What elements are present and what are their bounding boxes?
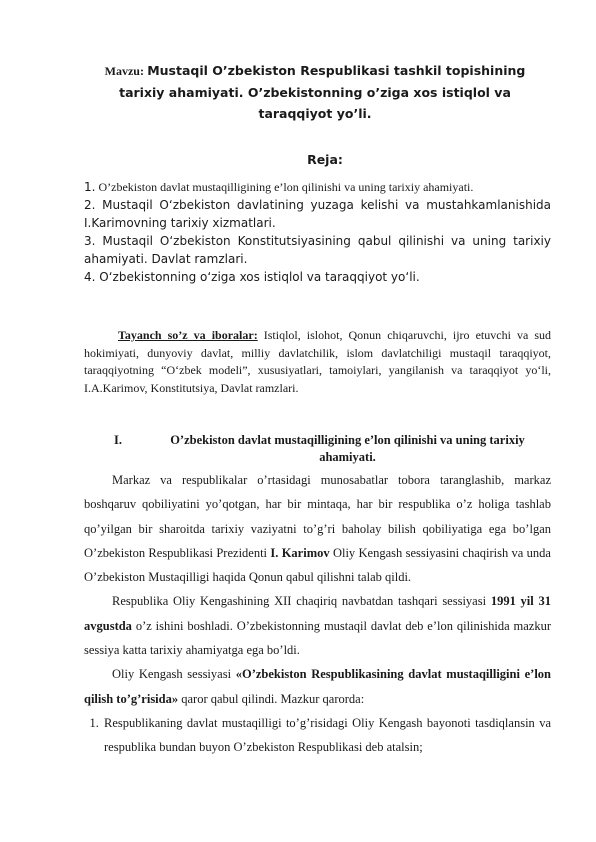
paragraph: Oliy Kengash sessiyasi «O’zbekiston Respublikasining davlat mustaqilligini e’lon qilish to’g’risida» qaror qabul qilindi. Mazkur qarorda: bbox=[84, 667, 551, 706]
topic-title bbox=[80, 60, 550, 124]
section-title: O’zbekiston davlat mustaqilligining e’lon qilinishi va uning tarixiy ahamiyati. bbox=[170, 433, 525, 464]
section-number: I. bbox=[114, 433, 122, 447]
plan-list bbox=[84, 178, 551, 286]
topic-label: Mavzu: bbox=[104, 64, 144, 78]
keywords-label: Tayanch so’z va iboralar: bbox=[118, 328, 258, 342]
numbered-list bbox=[84, 711, 551, 760]
paragraph: Respublika Oliy Kengashining XII chaqiriq navbatdan tashqari sessiyasi 1991 yil 31 avgustda o’z ishini boshladi. O’zbekistonning mustaqil davlat deb e’lon qilinishida mazkur sessiya katta tarixiy ahamiyatga ega bo’ldi. bbox=[84, 594, 551, 658]
plan-item: 1. O’zbekiston davlat mustaqilligining e’lon qilinishi va uning tarixiy ahamiyati. bbox=[84, 180, 474, 194]
plan-item: 3. Mustaqil O‘zbekiston Konstitutsiyasining qabul qilinishi va uning tarixiy ahamiyati. Davlat ramzlari. bbox=[84, 234, 551, 266]
section-heading bbox=[84, 432, 551, 466]
keywords-paragraph bbox=[84, 327, 551, 397]
topic-text: Mustaqil O’zbekiston Respublikasi tashkil topishining tarixiy ahamiyati. O’zbekistonning o’ziga xos istiqlol va taraqqiyot yo’li. bbox=[119, 63, 526, 121]
keywords-text: Istiqlol, islohot, Qonun chiqaruvchi, ijro etuvchi va sud hokimiyati, dunyoviy davlat, milliy davlatchilik, islom davlatchiligi mustaqil taraqqiyot, taraqqiyotning “O‘zbek modeli”, xususiyatlari, tamoiylari, yangilanish va taraqqiyot yo‘li, I.A.Karimov, Konstitutsiya, Davlat ramzlari. bbox=[84, 328, 551, 395]
body-text bbox=[84, 468, 551, 760]
plan-heading: Reja: bbox=[307, 152, 343, 167]
plan-item: 4. O‘zbekistonning o‘ziga xos istiqlol va taraqqiyot yo‘li. bbox=[84, 270, 420, 284]
list-item: 1. Respublikaning davlat mustaqilligi to’g’risidagi Oliy Kengash bayonoti tasdiqlansin va respublika bundan buyon O’zbekiston Respublikasi deb atalsin; bbox=[102, 711, 551, 760]
plan-item: 2. Mustaqil O‘zbekiston davlatining yuzaga kelishi va mustahkamlanishida I.Karimovning tarixiy xizmatlari. bbox=[84, 198, 551, 230]
paragraph: Markaz va respublikalar o’rtasidagi munosabatlar tobora taranglashib, markaz boshqaruv qobiliyatini yo’qotgan, har bir mintaqa, har bir respublika o’z holiga tashlab qo’yilgan bir sharoitda tarixiy vaziyatni to’g’ri baholay bilish qobiliyatiga ega bo’lgan O’zbekiston Respublikasi Prezidenti I. Karimov Oliy Kengash sessiyasini chaqirish va unda O’zbekiston Mustaqilligi haqida Qonun qabul qilishni talab qildi. bbox=[84, 473, 551, 585]
